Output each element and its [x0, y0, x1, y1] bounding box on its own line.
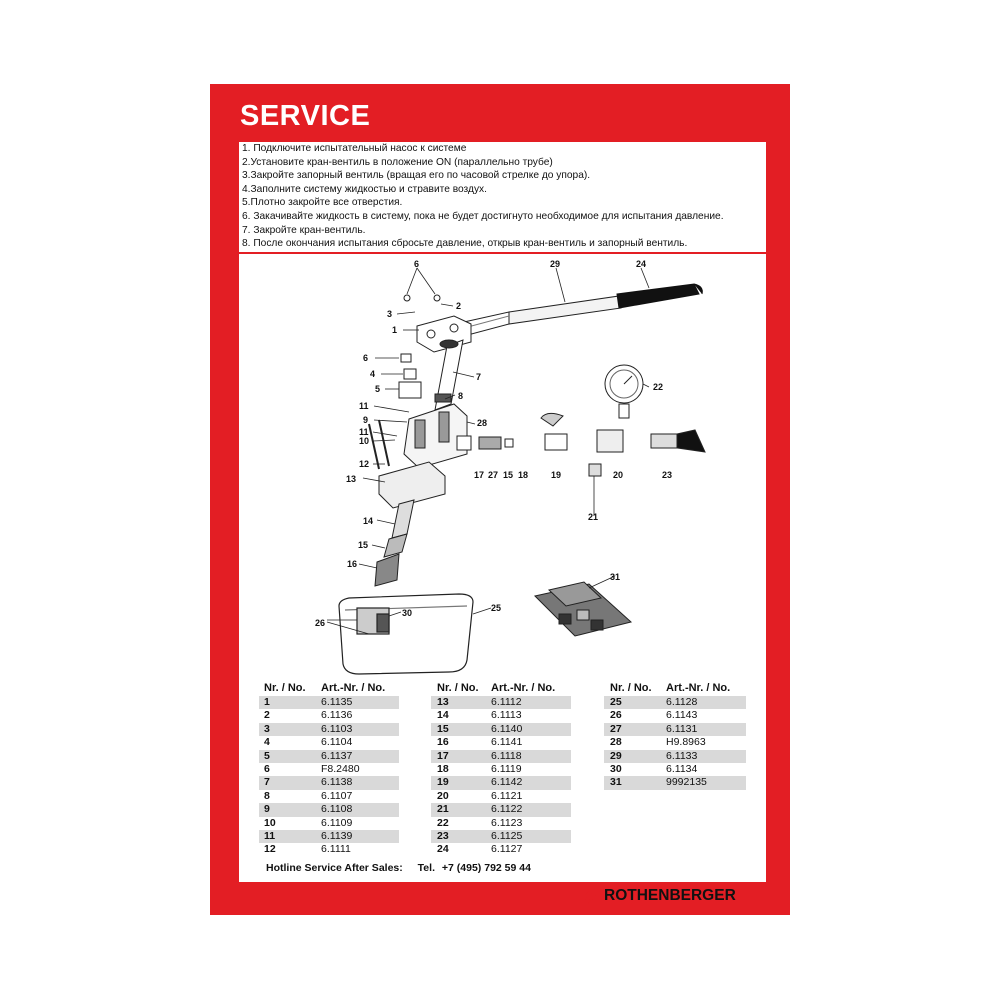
- callout-label: 13: [346, 474, 357, 484]
- table-row: [259, 830, 399, 843]
- part-number: 14: [437, 709, 449, 722]
- article-number: 6.1111: [321, 843, 351, 856]
- table-row: [604, 696, 746, 709]
- exploded-parts-diagram: [239, 254, 766, 684]
- article-number: F8.2480: [321, 762, 360, 775]
- brand-name: ROTHENBERGER: [604, 887, 736, 904]
- part-number: 30: [610, 762, 622, 775]
- table-row: [259, 776, 399, 789]
- table-row: [431, 696, 571, 709]
- part-number: 9: [264, 803, 270, 816]
- article-number: 6.1125: [491, 829, 523, 842]
- part-number: 22: [437, 816, 449, 829]
- callout-label: 1: [392, 325, 398, 335]
- page-title: SERVICE: [240, 100, 371, 132]
- callout-label: 17: [474, 470, 485, 480]
- article-number: 6.1143: [666, 709, 698, 722]
- callout-label: 20: [613, 470, 624, 480]
- article-number: 6.1107: [321, 789, 353, 802]
- callout-label: 30: [402, 608, 413, 618]
- part-number: 31: [610, 776, 622, 789]
- callout-label: 26: [315, 618, 326, 628]
- callout-label: 31: [610, 572, 621, 582]
- part-number: 3: [264, 722, 270, 735]
- article-number: H9.8963: [666, 736, 706, 749]
- parts-table-col-2: [431, 682, 571, 857]
- part-number: 13: [437, 696, 449, 708]
- table-row: [259, 803, 399, 816]
- callout-label: 5: [375, 384, 381, 394]
- part-number: 21: [437, 803, 449, 816]
- table-row: [431, 790, 571, 803]
- part-number: 8: [264, 789, 270, 802]
- table-row: [431, 843, 571, 856]
- part-number: 26: [610, 709, 622, 722]
- manual-booklet-drawing: [535, 582, 631, 636]
- part-number: 6: [264, 762, 270, 775]
- article-number: 6.1123: [491, 816, 523, 829]
- part-number: 11: [264, 829, 276, 842]
- table-row: [431, 723, 571, 736]
- column-header-art: Art.-Nr. / No.: [666, 682, 731, 694]
- part-number: 10: [264, 816, 276, 829]
- article-number: 6.1109: [321, 816, 353, 829]
- article-number: 6.1119: [491, 762, 522, 775]
- article-number: 6.1135: [321, 696, 353, 708]
- article-number: 6.1112: [491, 696, 522, 708]
- hotline-label: Hotline Service After Sales:: [266, 862, 403, 874]
- callout-label: 11: [359, 401, 369, 411]
- column-header-nr: Nr. / No.: [264, 682, 306, 694]
- table-row: [431, 803, 571, 816]
- article-number: 6.1108: [321, 803, 353, 816]
- part-number: 28: [610, 736, 622, 749]
- article-number: 6.1137: [321, 749, 353, 762]
- table-row: [431, 830, 571, 843]
- callout-label: 3: [387, 309, 393, 319]
- part-number: 23: [437, 829, 449, 842]
- part-number: 27: [610, 722, 622, 735]
- article-number: 6.1138: [321, 776, 353, 789]
- article-number: 6.1139: [321, 829, 353, 842]
- part-number: 4: [264, 736, 270, 749]
- article-number: 6.1140: [491, 722, 523, 735]
- article-number: 6.1133: [666, 749, 698, 762]
- callout-label: 14: [363, 516, 374, 526]
- part-number: 16: [437, 736, 449, 749]
- table-row: [259, 817, 399, 830]
- table-row: [259, 790, 399, 803]
- water-tank-drawing: [339, 594, 473, 674]
- part-number: 25: [610, 696, 622, 708]
- article-number: 6.1113: [491, 709, 522, 722]
- table-row: [259, 723, 399, 736]
- instruction-line: 2.Установите кран-вентиль в положение ON (параллельно трубе): [242, 156, 553, 168]
- callout-label: 18: [518, 470, 529, 480]
- callout-label: 27: [488, 470, 499, 480]
- callout-label: 2: [456, 301, 462, 311]
- table-row: [259, 709, 399, 722]
- instructions-box: [239, 142, 766, 252]
- part-number: 20: [437, 789, 449, 802]
- part-number: 15: [437, 722, 449, 735]
- table-row: [431, 709, 571, 722]
- table-row: [259, 750, 399, 763]
- main-panel: [239, 254, 766, 904]
- article-number: 6.1142: [491, 776, 523, 789]
- table-row: [604, 763, 746, 776]
- callout-label: 6: [363, 353, 369, 363]
- part-number: 17: [437, 749, 449, 762]
- table-row: [431, 736, 571, 749]
- pump-handle-drawing: [464, 284, 702, 336]
- callout-label: 15: [503, 470, 514, 480]
- callout-label: 28: [477, 418, 488, 428]
- table-row: [259, 736, 399, 749]
- table-row: [431, 750, 571, 763]
- column-header-art: Art.-Nr. / No.: [491, 682, 556, 694]
- table-row: [431, 817, 571, 830]
- parts-table-col-1: [259, 682, 399, 857]
- table-row: [259, 843, 399, 856]
- parts-table-col-3: [604, 682, 746, 790]
- hotline-info: [266, 862, 535, 874]
- callout-label: 15: [358, 540, 369, 550]
- part-number: 12: [264, 843, 276, 856]
- part-number: 1: [264, 696, 270, 708]
- article-number: 6.1127: [491, 843, 523, 856]
- table-row: [604, 709, 746, 722]
- article-number: 6.1128: [666, 696, 698, 708]
- callout-label: 29: [550, 259, 561, 269]
- callout-label: 24: [636, 259, 647, 269]
- callout-label: 16: [347, 559, 358, 569]
- article-number: 6.1121: [491, 789, 523, 802]
- table-row: [259, 696, 399, 709]
- hotline-tel-label: Tel.: [417, 862, 435, 874]
- instruction-line: 7. Закройте кран-вентиль.: [242, 224, 366, 236]
- callout-label: 23: [662, 470, 673, 480]
- article-number: 6.1122: [491, 803, 523, 816]
- article-number: 6.1136: [321, 709, 353, 722]
- callout-label: 9: [363, 415, 369, 425]
- callout-label: 6: [414, 259, 420, 269]
- part-number: 7: [264, 776, 270, 789]
- table-row: [431, 763, 571, 776]
- table-row: [259, 763, 399, 776]
- pump-cylinder-drawing: [369, 340, 467, 586]
- callout-label: 25: [491, 603, 502, 613]
- table-row: [604, 776, 746, 789]
- callout-label: 12: [359, 459, 370, 469]
- table-row: [604, 750, 746, 763]
- article-number: 6.1118: [491, 749, 522, 762]
- column-header-nr: Nr. / No.: [437, 682, 479, 694]
- article-number: 6.1104: [321, 736, 353, 749]
- article-number: 9992135: [666, 776, 707, 789]
- rothenberger-swoosh-icon: [582, 887, 600, 905]
- column-header-nr: Nr. / No.: [610, 682, 652, 694]
- instruction-line: 1. Подключите испытательный насос к системе: [242, 143, 467, 154]
- instruction-line: 6. Закачивайте жидкость в систему, пока не будет достигнуто необходимое для испытания давление.: [242, 210, 724, 222]
- instruction-line: 8. После окончания испытания сбросьте давление, открыв кран-вентиль и запорный вентиль.: [242, 238, 688, 250]
- article-number: 6.1134: [666, 762, 698, 775]
- part-number: 29: [610, 749, 622, 762]
- instruction-line: 5.Плотно закройте все отверстия.: [242, 197, 403, 209]
- part-number: 19: [437, 776, 449, 789]
- callout-label: 22: [653, 382, 664, 392]
- article-number: 6.1103: [321, 722, 353, 735]
- instruction-line: 4.Заполните систему жидкостью и стравите воздух.: [242, 183, 487, 195]
- article-number: 6.1131: [666, 722, 698, 735]
- table-row: [604, 723, 746, 736]
- callout-label: 11: [359, 427, 369, 437]
- part-number: 18: [437, 762, 449, 775]
- table-row: [604, 736, 746, 749]
- instruction-line: 3.Закройте запорный вентиль (вращая его по часовой стрелке до упора).: [242, 170, 591, 182]
- pipe-assembly-drawing: [457, 365, 705, 476]
- hotline-phone: +7 (495) 792 59 44: [441, 862, 531, 874]
- part-number: 24: [437, 843, 449, 856]
- brand-logo: [576, 883, 766, 910]
- callout-label: 21: [588, 512, 599, 522]
- callout-label: 7: [476, 372, 482, 382]
- callout-label: 8: [458, 391, 464, 401]
- column-header-art: Art.-Nr. / No.: [321, 682, 386, 694]
- part-number: 5: [264, 749, 270, 762]
- callout-label: 4: [370, 369, 376, 379]
- callout-label: 10: [359, 436, 370, 446]
- article-number: 6.1141: [491, 736, 523, 749]
- callout-label: 19: [551, 470, 562, 480]
- part-number: 2: [264, 709, 270, 722]
- table-row: [431, 776, 571, 789]
